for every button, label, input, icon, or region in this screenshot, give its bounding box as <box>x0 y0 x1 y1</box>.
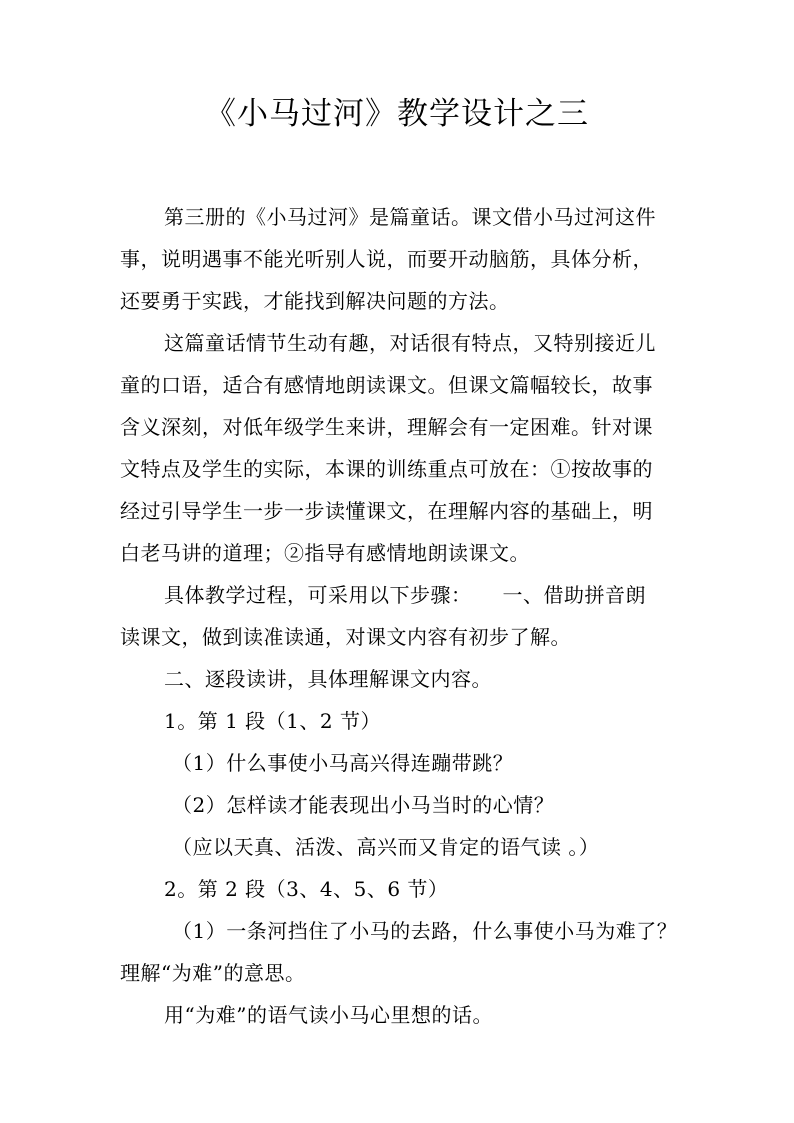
text-line: 含义深刻，对低年级学生来讲，理解会有一定困难。针对课 <box>120 415 653 439</box>
text-line: 还要勇于实践，才能找到解决问题的方法。 <box>120 289 510 313</box>
text-line: （2）怎样读才能表现出小马当时的心情？ <box>172 793 555 817</box>
text-line: 经过引导学生一步一步读懂课文，在理解内容的基础上，明 <box>120 499 653 523</box>
text-line: 具体教学过程，可采用以下步骤： 一、借助拼音朗 <box>164 583 646 607</box>
text-line: 第三册的《小马过河》是篇童话。课文借小马过河这件 <box>164 205 656 229</box>
document-title: 《小马过河》教学设计之三 <box>205 96 589 132</box>
text-line: 理解“为难”的意思。 <box>120 961 306 985</box>
text-line: （1）一条河挡住了小马的去路，什么事使小马为难了？ <box>172 919 678 943</box>
text-line: 事，说明遇事不能光听别人说，而要开动脑筋，具体分析， <box>120 247 653 271</box>
text-line: 童的口语，适合有感情地朗读课文。但课文篇幅较长，故事 <box>120 373 653 397</box>
text-line: 1。第 1 段（1、2 节） <box>164 709 381 733</box>
text-line: 2。第 2 段（3、4、5、6 节） <box>164 877 449 901</box>
text-line: 文特点及学生的实际，本课的训练重点可放在：①按故事的 <box>120 457 653 481</box>
text-line: 用“为难”的语气读小马心里想的话。 <box>164 1003 493 1027</box>
text-line: 二、逐段读讲，具体理解课文内容。 <box>164 667 492 691</box>
text-line: 读课文，做到读准读通，对课文内容有初步了解。 <box>120 625 571 649</box>
document-body <box>120 196 690 1036</box>
text-line: 这篇童话情节生动有趣，对话很有特点，又特别接近儿 <box>164 331 656 355</box>
text-line: 白老马讲的道理；②指导有感情地朗读课文。 <box>120 541 530 565</box>
text-line: （应以天真、活泼、高兴而又肯定的语气读 。） <box>172 835 600 859</box>
text-line: （1）什么事使小马高兴得连蹦带跳？ <box>172 751 514 775</box>
